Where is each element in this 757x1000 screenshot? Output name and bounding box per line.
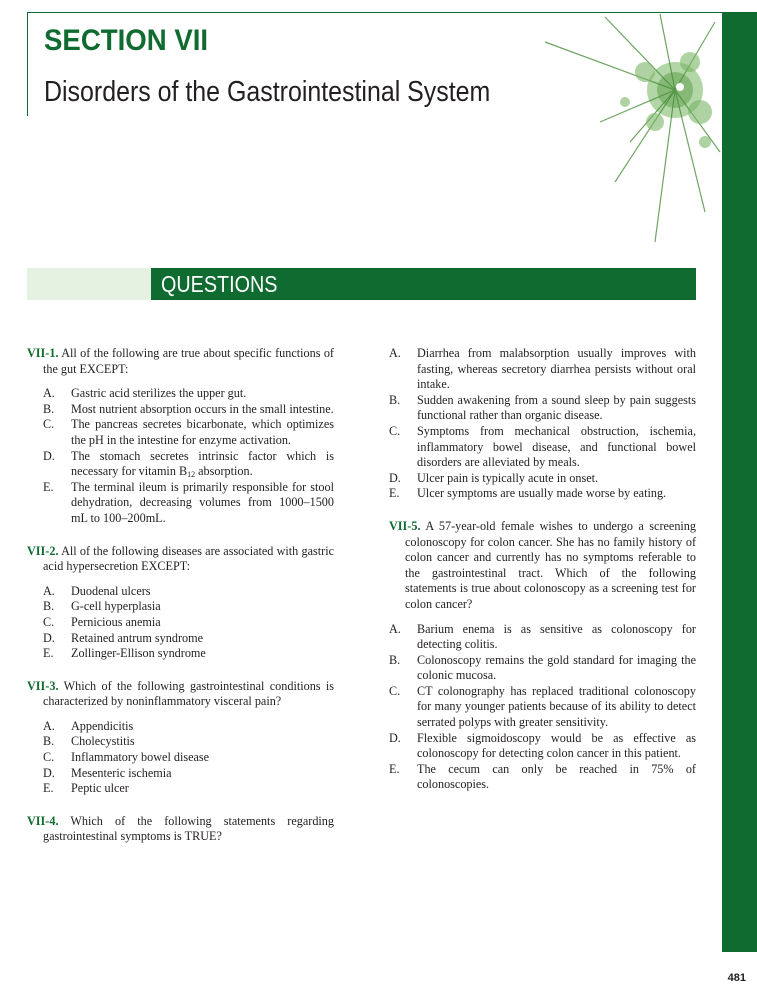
option-item [389, 393, 696, 424]
option-text: The cecum can only be reached in 75% of colonoscopies. [417, 761, 696, 792]
option-letter: D. [43, 630, 55, 645]
option-text: Inflammatory bowel disease [71, 750, 210, 765]
option-item [27, 734, 334, 750]
option-item [27, 480, 334, 527]
option-item [27, 449, 334, 480]
question-number: VII-4. [27, 813, 59, 828]
option-letter: B. [389, 652, 401, 667]
option-letter: D. [389, 730, 401, 745]
side-color-bar [722, 12, 757, 952]
option-letter: B. [43, 401, 55, 416]
option-letter: B. [43, 599, 55, 614]
option-text: Zollinger-Ellison syndrome [71, 646, 206, 661]
option-list [389, 622, 696, 794]
option-list [27, 386, 334, 526]
section-title: Disorders of the Gastrointestinal System [44, 76, 491, 108]
option-item [27, 719, 334, 735]
option-text: CT colonography has replaced traditional colonoscopy for many younger patients because of its ability to detect serrated polyps with greater sensitivity. [417, 683, 696, 730]
option-item [27, 750, 334, 766]
option-item [389, 346, 696, 393]
option-letter: E. [389, 486, 400, 501]
option-letter: E. [389, 761, 400, 776]
option-letter: D. [43, 448, 55, 463]
option-text: G-cell hyperplasia [71, 599, 161, 614]
question-stem [27, 346, 334, 377]
option-letter: E. [43, 781, 54, 796]
questions-banner [151, 268, 696, 300]
option-letter: B. [43, 734, 55, 749]
question-text: Which of the following statements regarding gastrointestinal symptoms is TRUE? [43, 813, 334, 844]
option-item [27, 781, 334, 797]
option-list [389, 346, 696, 502]
option-letter: D. [43, 765, 55, 780]
question-text: All of the following diseases are associated with gastric acid hypersecretion EXCEPT: [43, 543, 334, 574]
section-label: SECTION VII [44, 24, 209, 57]
option-item [27, 386, 334, 402]
option-letter: E. [43, 646, 54, 661]
option-letter: A. [43, 386, 55, 401]
option-item [389, 486, 696, 502]
option-text: Symptoms from mechanical obstruction, ischemia, inflammatory bowel disease, and functional bowel disorders are alleviated by meals. [417, 423, 696, 470]
option-text: Pernicious anemia [71, 614, 161, 629]
option-text: Colonoscopy remains the gold standard for imaging the colonic mucosa. [417, 652, 696, 683]
option-item [389, 653, 696, 684]
question-stem [389, 519, 696, 613]
option-item [27, 599, 334, 615]
question-vii-4 [27, 814, 334, 845]
header-left-rule [27, 12, 28, 116]
option-item [27, 402, 334, 418]
question-vii-5 [389, 519, 696, 793]
option-text: The pancreas secretes bicarbonate, which optimizes the pH in the intestine for enzyme activation. [71, 417, 334, 447]
option-text: Gastric acid sterilizes the upper gut. [71, 386, 247, 401]
question-vii-4-options [389, 346, 696, 502]
left-column [27, 346, 334, 862]
option-text: Diarrhea from malabsorption usually improves with fasting, whereas secretory diarrhea persists without oral intake. [417, 346, 696, 392]
option-letter: C. [389, 683, 401, 698]
question-number: VII-5. [389, 518, 421, 533]
option-item [389, 731, 696, 762]
option-letter: C. [389, 423, 401, 438]
option-letter: A. [389, 621, 401, 636]
option-item [389, 424, 696, 471]
question-vii-1 [27, 346, 334, 527]
option-letter: C. [43, 417, 55, 432]
question-vii-2 [27, 544, 334, 662]
option-letter: E. [43, 479, 54, 494]
option-text: The terminal ileum is primarily responsible for stool dehydration, decreasing volumes from 1000–1500 mL to 100–200mL. [71, 479, 334, 525]
option-text-after: absorption. [195, 464, 253, 479]
question-stem [27, 679, 334, 710]
option-text: Duodenal ulcers [71, 583, 151, 598]
option-text: Sudden awakening from a sound sleep by pain suggests functional rather than organic disease. [417, 392, 696, 423]
question-number: VII-1. [27, 346, 59, 360]
option-item [27, 584, 334, 600]
option-subscript: 12 [187, 470, 196, 480]
option-list [27, 584, 334, 662]
option-letter: A. [43, 583, 55, 598]
option-item [389, 762, 696, 793]
right-column [389, 346, 696, 810]
option-letter: A. [43, 718, 55, 733]
option-letter: C. [43, 614, 55, 629]
question-number: VII-2. [27, 543, 59, 558]
question-stem [27, 814, 334, 845]
question-text: All of the following are true about specific functions of the gut EXCEPT: [43, 346, 334, 376]
option-text: Ulcer pain is typically acute in onset. [417, 470, 599, 485]
option-letter: C. [43, 750, 55, 765]
option-item [27, 646, 334, 662]
option-item [389, 622, 696, 653]
option-text: Peptic ulcer [71, 781, 129, 796]
option-item [389, 471, 696, 487]
option-item [27, 417, 334, 448]
option-text: Appendicitis [71, 718, 134, 733]
question-text: Which of the following gastrointestinal conditions is characterized by noninflammatory visceral pain? [43, 678, 335, 709]
option-text-before: The stomach secretes intrinsic factor which is necessary for vitamin B [71, 448, 334, 479]
option-text: Flexible sigmoidoscopy would be as effective as colonoscopy for detecting colon cancer in this patient. [417, 730, 696, 761]
questions-banner-label: QUESTIONS [161, 271, 278, 297]
option-item [27, 631, 334, 647]
page-number: 481 [727, 972, 746, 984]
option-text: Cholecystitis [71, 734, 135, 749]
question-vii-3 [27, 679, 334, 797]
questions-banner-accent [27, 268, 151, 300]
question-text: A 57-year-old female wishes to undergo a screening colonoscopy for colon cancer. She has no family history of colon cancer and currently has no symptoms referable to the gastrointestinal tract. Which of the following statements is true about colonoscopy as a screening test for colon cancer? [405, 518, 696, 611]
option-letter: B. [389, 392, 401, 407]
option-text: Most nutrient absorption occurs in the small intestine. [71, 401, 334, 416]
option-letter: D. [389, 470, 401, 485]
splash-graphic [505, 12, 722, 252]
option-item [27, 615, 334, 631]
option-text: Mesenteric ischemia [71, 765, 172, 780]
question-number: VII-3. [27, 678, 59, 693]
question-stem [27, 544, 334, 575]
option-item [27, 766, 334, 782]
option-letter: A. [389, 346, 401, 360]
option-list [27, 719, 334, 797]
option-text: Ulcer symptoms are usually made worse by eating. [417, 486, 667, 501]
option-text: Retained antrum syndrome [71, 630, 203, 645]
option-text: Barium enema is as sensitive as colonoscopy for detecting colitis. [417, 621, 696, 652]
option-item [389, 684, 696, 731]
